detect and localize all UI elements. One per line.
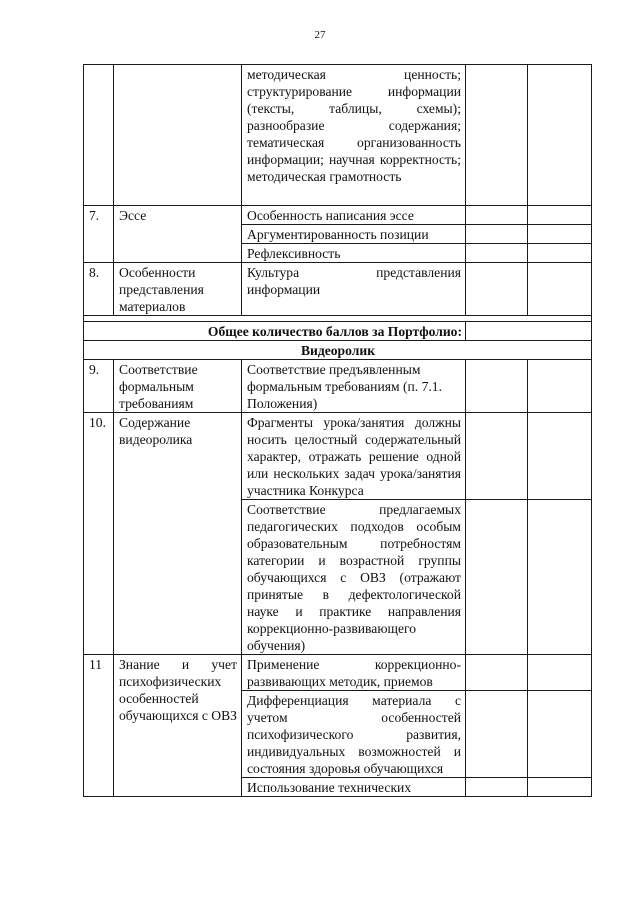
score-cell (466, 206, 528, 225)
score-cell (466, 65, 528, 206)
total-label: Общее количество баллов за Портфолио: (84, 322, 466, 341)
criterion-cell: Соответствие формальным требованиям (114, 360, 242, 413)
section-heading: Видеоролик (84, 341, 592, 360)
table-row (84, 322, 592, 341)
max-score-cell (528, 778, 592, 797)
criterion-cell: Особенности представления материалов (114, 263, 242, 316)
score-cell (466, 263, 528, 316)
score-cell (466, 225, 528, 244)
indicator-cell: Применение коррекционно-развивающих методик, приемов (242, 655, 466, 691)
table-row (84, 360, 592, 413)
max-score-cell (528, 263, 592, 316)
max-score-cell (528, 413, 592, 500)
indicator-cell: Дифференциация материала с учетом особенностей психофизического развития, индивидуальных возможностей и состояния здоровья обучающихся (242, 691, 466, 778)
criterion-cell: Эссе (114, 206, 242, 263)
row-number: 8. (84, 263, 114, 316)
row-number: 7. (84, 206, 114, 263)
table-row (84, 341, 592, 360)
criterion-cell: Знание и учет психофизических особенностей обучающихся с ОВЗ (114, 655, 242, 797)
table-row (84, 655, 592, 691)
score-cell (466, 360, 528, 413)
score-cell (466, 778, 528, 797)
total-score-cell (466, 322, 592, 341)
indicator-cell: Рефлексивность (242, 244, 466, 263)
criteria-table (83, 64, 592, 797)
max-score-cell (528, 360, 592, 413)
max-score-cell (528, 225, 592, 244)
criterion-cell: Содержание видеоролика (114, 413, 242, 655)
page-number: 27 (314, 29, 326, 41)
score-cell (466, 691, 528, 778)
score-cell (466, 655, 528, 691)
max-score-cell (528, 65, 592, 206)
indicator-cell: методическая ценность; структурирование информации (тексты, таблицы, схемы); разнообразие содержания; тематическая организованность информации; научная корректность; методическая грамотность (242, 65, 466, 206)
indicator-cell: Особенность написания эссе (242, 206, 466, 225)
row-number (84, 65, 114, 206)
indicator-cell: Культура представления информации (242, 263, 466, 316)
indicator-cell: Соответствие предлагаемых педагогических подходов особым образовательным потребностям категории и возрастной группы обучающихся с ОВЗ (отражают принятые в дефектологической науке и практике направления коррекционно-развивающего обучения) (242, 500, 466, 655)
score-cell (466, 244, 528, 263)
score-cell (466, 500, 528, 655)
indicator-cell: Аргументированность позиции (242, 225, 466, 244)
max-score-cell (528, 206, 592, 225)
criterion-cell (114, 65, 242, 206)
table-row (84, 413, 592, 500)
indicator-cell: Фрагменты урока/занятия должны носить целостный содержательный характер, отражать решение одной или нескольких задач урока/занятия участника Конкурса (242, 413, 466, 500)
score-cell (466, 413, 528, 500)
indicator-cell: Соответствие предъявленным формальным требованиям (п. 7.1. Положения) (242, 360, 466, 413)
table-row (84, 206, 592, 225)
max-score-cell (528, 655, 592, 691)
max-score-cell (528, 691, 592, 778)
row-number: 9. (84, 360, 114, 413)
table-row (84, 65, 592, 206)
max-score-cell (528, 500, 592, 655)
table-row (84, 263, 592, 316)
max-score-cell (528, 244, 592, 263)
row-number: 11 (84, 655, 114, 797)
row-number: 10. (84, 413, 114, 655)
indicator-cell: Использование технических (242, 778, 466, 797)
